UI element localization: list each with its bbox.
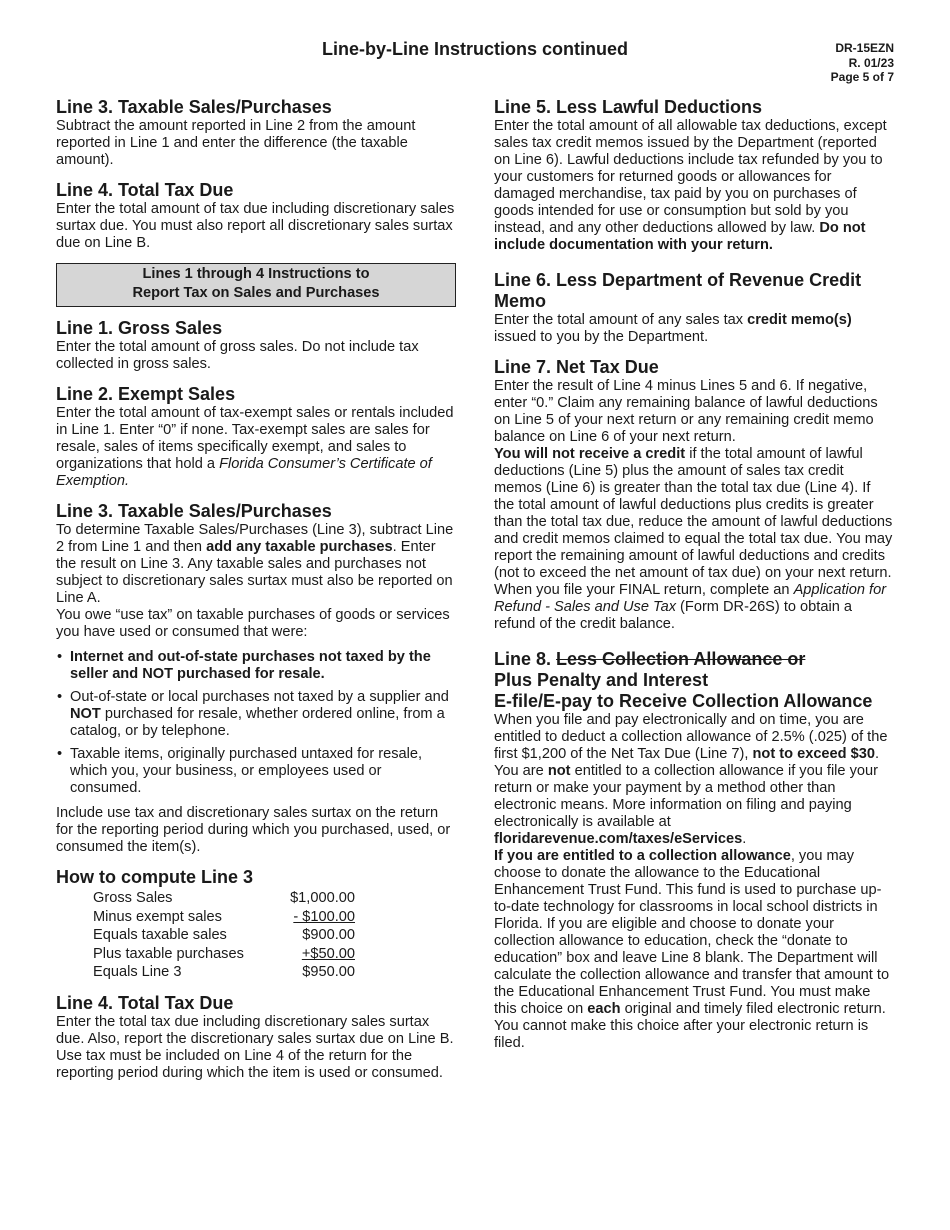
section-heading: Line 8. Less Collection Allowance or (494, 649, 806, 669)
calc-row: Minus exempt sales - $100.00 (93, 908, 355, 925)
section-line3-summary (56, 97, 456, 169)
section-text: Enter the total amount of gross sales. Do not include tax collected in gross sales. (56, 339, 419, 372)
form-meta (831, 41, 894, 85)
section-line3 (56, 501, 456, 856)
calc-row: Plus taxable purchases +$50.00 (93, 945, 355, 962)
calc-row: Equals Line 3 $950.00 (93, 964, 355, 981)
section-heading: How to compute Line 3 (56, 867, 254, 887)
section-line1 (56, 318, 456, 373)
section-text: Enter the result of Line 4 minus Lines 5 and 6. If negative, enter “0.” Claim any remaining balance of lawful deductions on Line 5 of your next return or any remaining credit memo balance on Line 6 of your next return. (494, 378, 878, 445)
right-column (494, 97, 894, 1063)
section-heading: Line 4. Total Tax Due (56, 992, 234, 1013)
section-heading: Line 2. Exempt Sales (56, 384, 236, 404)
section-compute-line3 (56, 867, 456, 982)
section-text: To determine Taxable Sales/Purchases (Line 3), subtract Line 2 from Line 1 and then add any taxable purchases. Enter the result on Line 3. Any taxable sales and purchases not subject to discretionary sales surtax must also be reported on Line A. (56, 522, 454, 606)
calc-row: Gross Sales $1,000.00 (93, 890, 355, 906)
list-item: • Internet and out-of-state purchases not taxed by the seller and NOT purchased for resale. (56, 649, 456, 683)
banner-line: Report Tax on Sales and Purchases (132, 285, 380, 301)
credit-note: You will not receive a credit if the total amount of lawful deductions (Line 5) plus the amount of sales tax credit memos (Line 6) is greater than the total tax due (Line 4). If the total amount of lawful deductions plus credits is greater than the total tax due, reduce the amount of lawful deductions and credit memos claimed to equal the total tax due. You may report the remaining amount of lawful deductions and credits (not to exceed the net amount of tax due) on your next return. When you file your FINAL return, complete an Application for Refund - Sales and Use Tax (Form DR-26S) to obtain a refund of the credit balance. (494, 446, 893, 632)
page-title: Line-by-Line Instructions continued (322, 39, 628, 59)
section-heading: Line 7. Net Tax Due (494, 357, 659, 377)
list-item: • Out-of-state or local purchases not taxed by a supplier and NOT purchased for resale, whether ordered online, from a catalog, or by telephone. (56, 689, 456, 740)
page-number: Page 5 of 7 (830, 70, 894, 84)
computation-table (93, 889, 355, 982)
banner-line: Lines 1 through 4 Instructions to (142, 266, 370, 282)
list-item: • Taxable items, originally purchased untaxed for resale, which you, your business, or employees used or consumed. (56, 746, 456, 797)
section-heading: Line 4. Total Tax Due (56, 180, 234, 200)
section-text: Enter the total amount of any sales tax credit memo(s) issued to you by the Department. (494, 312, 852, 345)
section-line7 (494, 357, 894, 633)
section-line4 (56, 993, 456, 1082)
section-line4-summary (56, 180, 456, 252)
donate-note: If you are entitled to a collection allowance, you may choose to donate the allowance to the Educational Enhancement Trust Fund. This fund is used to purchase up-to-date technology for classrooms in local school districts in Florida. If you are eligible and choose to donate your collection allowance to education, check the “donate to education” box and leave Line 8 blank. The Department will calculate the collection allowance and transfer that amount to the Educational Enhancement Trust Fund. You must make this choice on each original and timely filed electronic return. You cannot make this choice after your electronic return is filed. (494, 848, 890, 1051)
section-heading: Line 1. Gross Sales (56, 318, 223, 338)
section-text: Enter the total tax due including discretionary sales surtax due. Also, report the discretionary sales surtax due on Line B. Use tax must be included on Line 4 of the return for the reporting period during which the item is used or consumed. (56, 1013, 454, 1081)
section-heading: Line 3. Taxable Sales/Purchases (56, 501, 332, 521)
section-heading: Line 5. Less Lawful Deductions (494, 97, 763, 117)
form-id: DR-15EZN (835, 41, 894, 55)
form-revision: R. 01/23 (848, 55, 894, 70)
section-line5 (494, 97, 894, 254)
section-heading: E-file/E-pay to Receive Collection Allowance (494, 691, 873, 711)
section-heading: Line 6. Less Department of Revenue Credit Memo (494, 270, 862, 311)
section-line8 (494, 649, 894, 1052)
section-line6 (494, 270, 894, 346)
left-column (56, 97, 456, 1093)
section-text: Enter the total amount of tax-exempt sales or rentals included in Line 1. Enter “0” if none. Tax-exempt sales are sales for resale, sales of items specifically exempt, and sales to organizations that hold a Florida Consumer’s Certificate of Exemption. (56, 405, 454, 489)
use-tax-list (56, 649, 456, 797)
section-heading: Plus Penalty and Interest (494, 670, 709, 690)
section-heading: Line 3. Taxable Sales/Purchases (56, 97, 332, 117)
section-text: Enter the total amount of all allowable tax deductions, except sales tax credit memos issued by the Department (reported on Line 6). Lawful deductions include tax refunded by you to your customers for returned goods or allowances for damaged merchandise, tax paid by you on purchases of goods intended for use or consumption but sold by you instead, and any other deductions allowed by law. Do not include documentation with your return. (494, 118, 887, 253)
no-allowance-note: You are not entitled to a collection allowance if you file your return or make your payment by a method other than electronic means. More information on filing and paying electronically is available at floridarevenue.com/taxes/eServices. (494, 763, 878, 847)
use-tax-intro: You owe “use tax” on taxable purchases of goods or services you have used or consumed that were: (56, 607, 450, 640)
calc-row: Equals taxable sales $900.00 (93, 927, 355, 944)
use-tax-note: Include use tax and discretionary sales surtax on the return for the reporting period during which you purchased, used, or consumed the item(s). (56, 805, 451, 855)
eservices-link[interactable]: floridarevenue.com/taxes/eServices (494, 831, 743, 847)
section-text: Enter the total amount of tax due including discretionary sales surtax due. You must also report all discretionary sales surtax due on Line B. (56, 201, 455, 251)
section-line2 (56, 384, 456, 490)
section-text: When you file and pay electronically and on time, you are entitled to deduct a collection allowance of 2.5% (.025) of the first $1,200 of the Net Tax Due (Line 7), not to exceed $30. (494, 712, 888, 762)
instructions-banner (56, 263, 456, 307)
section-text: Subtract the amount reported in Line 2 from the amount reported in Line 1 and enter the difference (the taxable amount). (56, 118, 416, 168)
